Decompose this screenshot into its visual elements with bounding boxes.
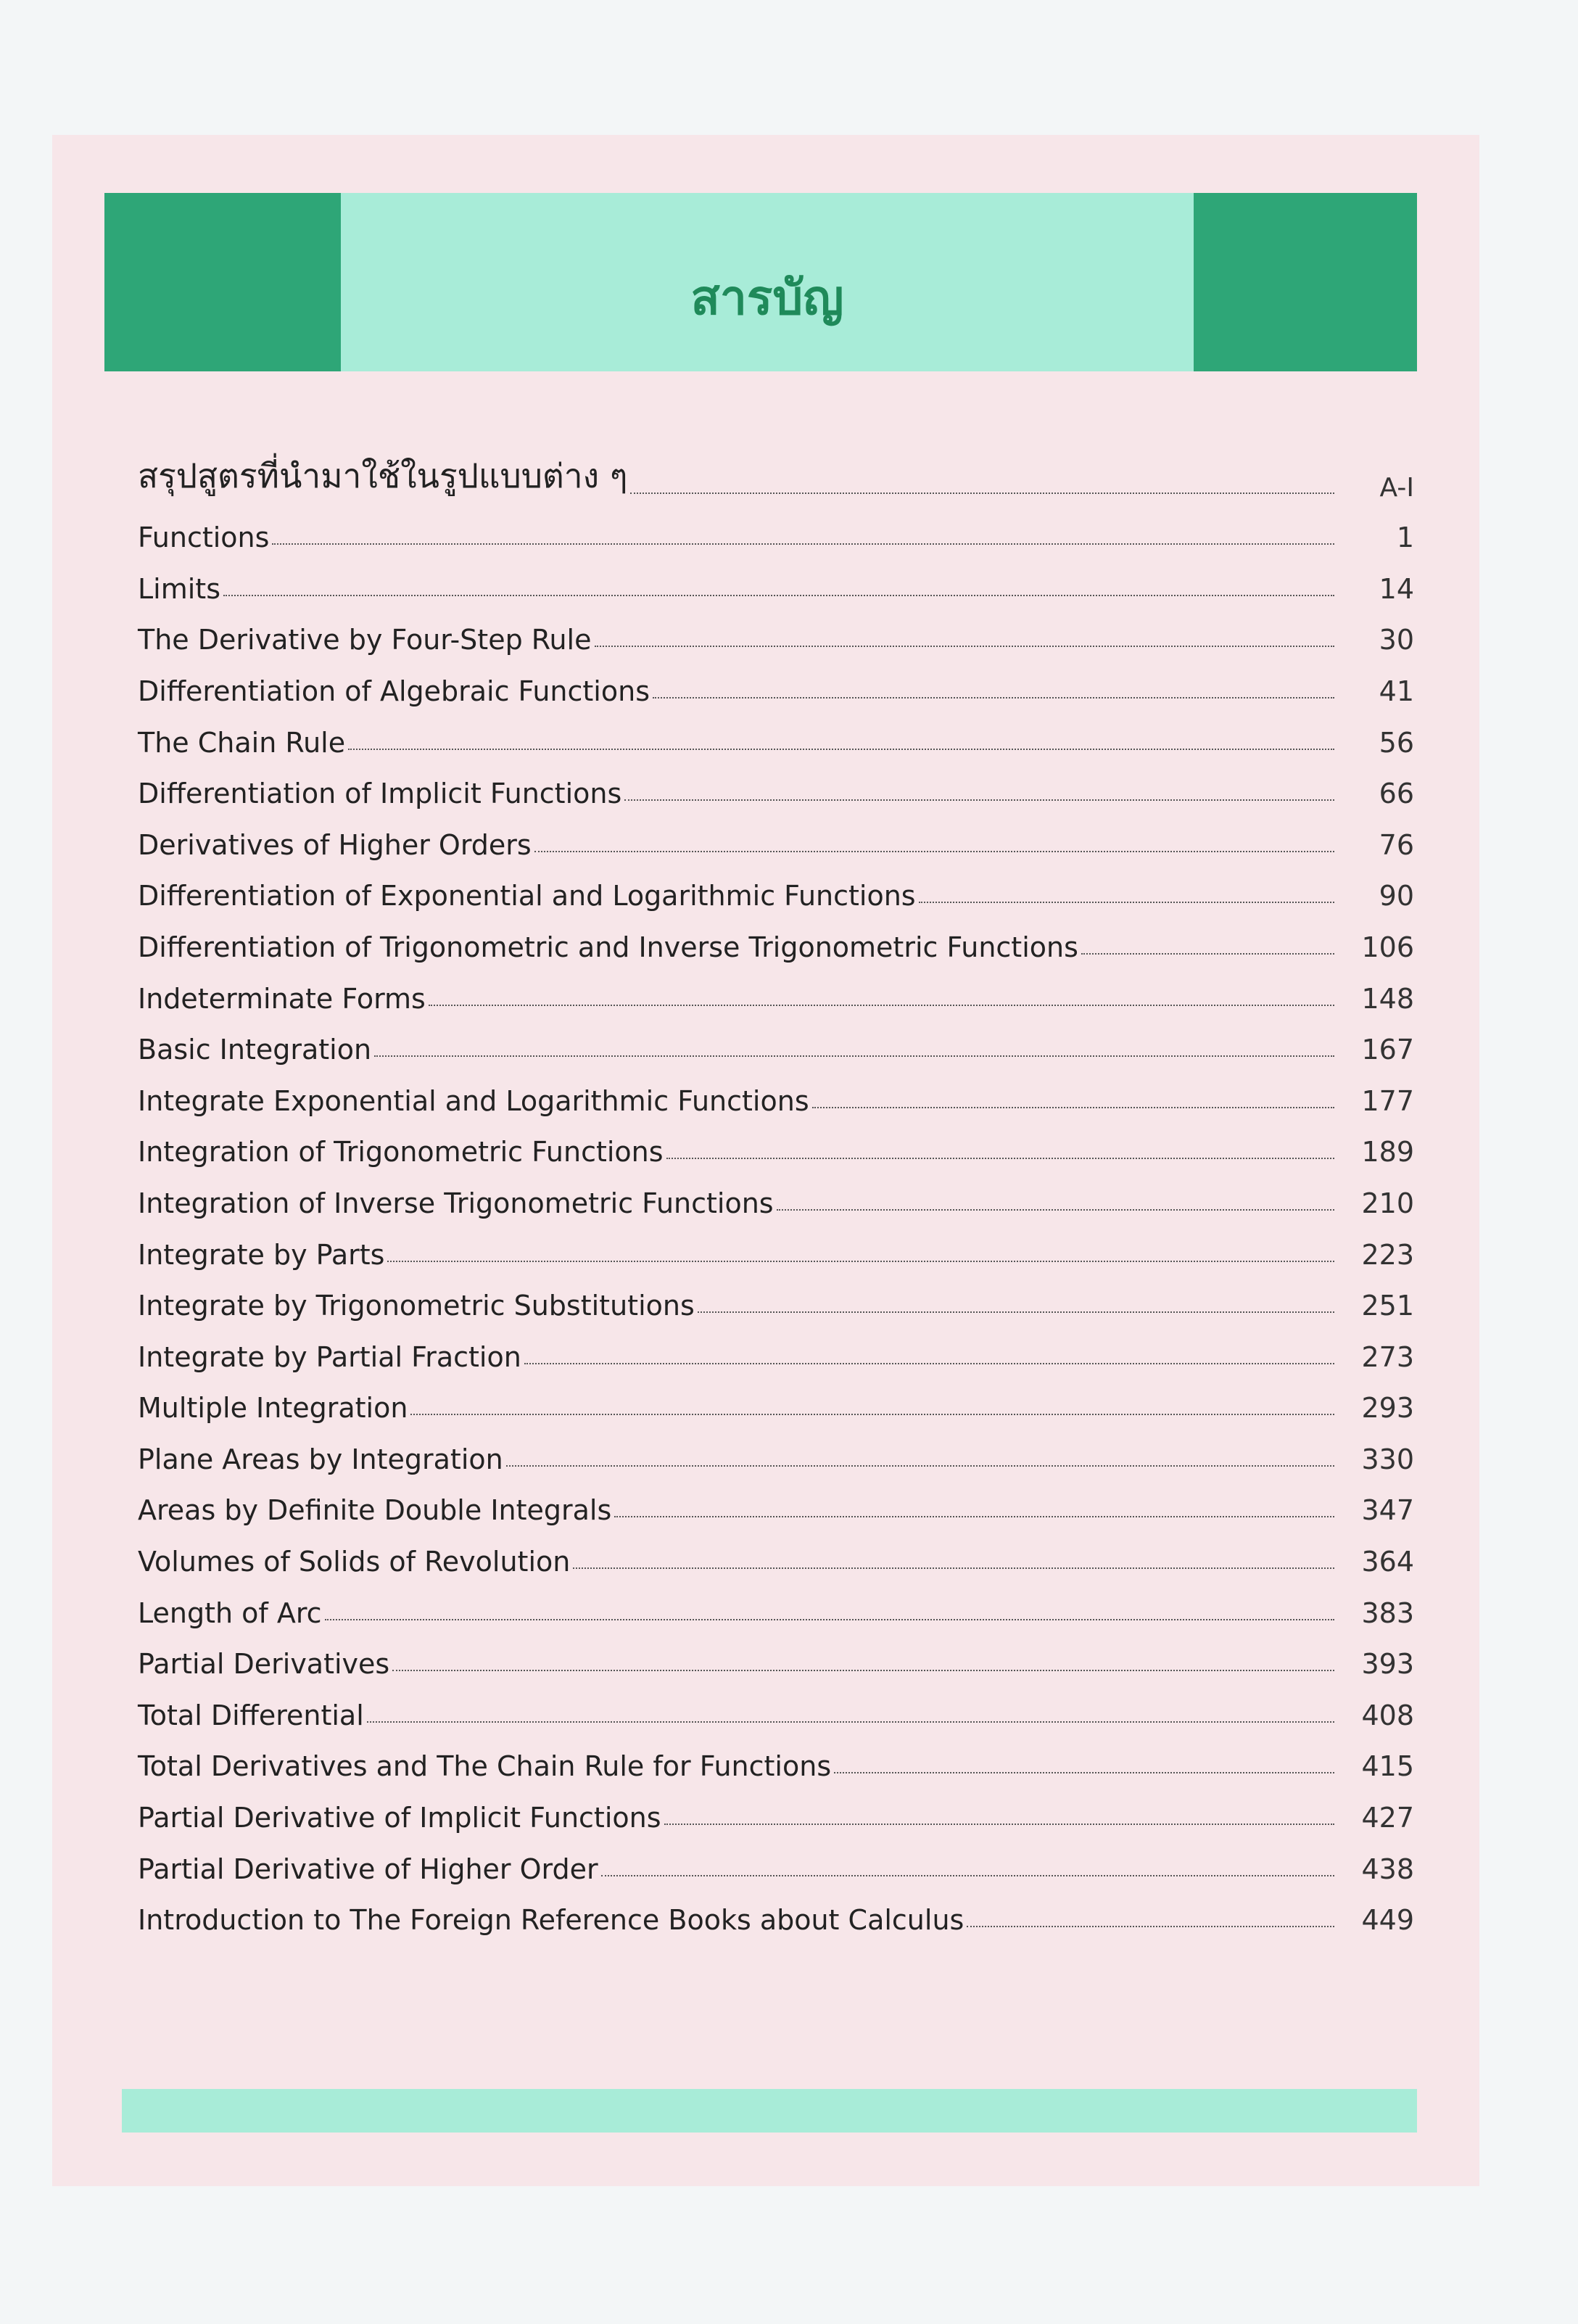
toc-entry-page: 449 — [1361, 1904, 1414, 1937]
dot-leader — [325, 1619, 1334, 1620]
toc-entry-page: 251 — [1361, 1290, 1414, 1322]
toc-entry — [138, 809, 1414, 861]
book-page — [52, 135, 1479, 2186]
toc-entry — [138, 1373, 1414, 1425]
toc-entry-title: Volumes of Solids of Revolution — [138, 1546, 571, 1578]
dot-leader — [666, 1158, 1334, 1159]
toc-entry-page: 76 — [1379, 828, 1414, 861]
page-title: สารบัญ — [690, 270, 844, 326]
dot-leader — [919, 902, 1334, 903]
toc-entry — [138, 759, 1414, 810]
toc-entry-page: 189 — [1361, 1136, 1414, 1169]
toc-entry-title: Total Derivatives and The Chain Rule for Functions — [138, 1750, 832, 1783]
dot-leader — [653, 697, 1334, 699]
dot-leader — [392, 1670, 1334, 1671]
toc-entry — [138, 1885, 1414, 1937]
toc-entry — [138, 503, 1414, 554]
toc-entry-page: 14 — [1379, 572, 1414, 605]
toc-entry-page: 427 — [1361, 1802, 1414, 1834]
footer-bar — [122, 2089, 1417, 2133]
dot-leader — [595, 646, 1335, 647]
toc-entry — [138, 605, 1414, 656]
dot-leader — [410, 1414, 1334, 1415]
toc-entry — [138, 1424, 1414, 1475]
toc-entry-page: 408 — [1361, 1699, 1414, 1731]
toc-entry-page: 273 — [1361, 1340, 1414, 1373]
toc-entry-page: 106 — [1361, 931, 1414, 963]
toc-entry-page: 293 — [1361, 1392, 1414, 1425]
toc-entry-page: A-I — [1379, 472, 1414, 503]
toc-entry-page: 210 — [1361, 1187, 1414, 1219]
dot-leader — [777, 1209, 1334, 1211]
toc-entry-title: Differentiation of Implicit Functions — [138, 778, 622, 810]
toc-entry — [138, 912, 1414, 963]
toc-entry — [138, 1117, 1414, 1169]
toc-entry-page: 56 — [1379, 726, 1414, 759]
toc-entry — [138, 1526, 1414, 1578]
dot-leader — [524, 1363, 1334, 1364]
toc-entry-title: Length of Arc — [138, 1596, 322, 1629]
toc-entry-page: 41 — [1379, 675, 1414, 707]
toc-entry-title: Partial Derivatives — [138, 1648, 390, 1681]
toc-entry — [138, 1782, 1414, 1834]
toc-entry-title: Partial Derivative of Higher Order — [138, 1853, 598, 1885]
toc-entry-title: Integrate by Partial Fraction — [138, 1340, 521, 1373]
toc-entry — [138, 451, 1414, 503]
dot-leader — [506, 1465, 1334, 1467]
dot-leader — [534, 851, 1334, 852]
dot-leader — [223, 595, 1334, 596]
toc-entry-title: Functions — [138, 522, 270, 554]
toc-entry — [138, 1219, 1414, 1271]
toc-entry-title: Derivatives of Higher Orders — [138, 828, 532, 861]
toc-entry — [138, 1015, 1414, 1066]
toc-entry-title: The Derivative by Four-Step Rule — [138, 624, 592, 656]
dot-leader — [630, 493, 1334, 494]
toc-entry — [138, 1066, 1414, 1117]
dot-leader — [348, 749, 1334, 750]
toc-entry-title: The Chain Rule — [138, 726, 346, 759]
toc-entry — [138, 1475, 1414, 1527]
toc-entry-page: 393 — [1361, 1648, 1414, 1681]
toc-entry-title: Plane Areas by Integration — [138, 1443, 503, 1475]
dot-leader — [624, 799, 1334, 801]
toc-entry — [138, 1731, 1414, 1783]
dot-leader — [387, 1261, 1334, 1262]
toc-entry — [138, 1168, 1414, 1219]
toc-entry-page: 223 — [1361, 1238, 1414, 1271]
toc-entry — [138, 1271, 1414, 1322]
toc-entry — [138, 1629, 1414, 1681]
dot-leader — [812, 1107, 1334, 1108]
dot-leader — [967, 1926, 1334, 1927]
dot-leader — [429, 1005, 1334, 1006]
dot-leader — [272, 543, 1334, 545]
dot-leader — [601, 1875, 1334, 1876]
toc-entry-title: Basic Integration — [138, 1034, 372, 1066]
toc-entry-page: 30 — [1379, 624, 1414, 656]
toc-entry — [138, 1578, 1414, 1629]
toc-entry-title: Total Differential — [138, 1699, 364, 1731]
toc-entry-page: 330 — [1361, 1443, 1414, 1475]
toc-entry-title: Multiple Integration — [138, 1392, 408, 1425]
toc-entry-title: Integrate by Parts — [138, 1238, 385, 1271]
toc-entry-title: Integration of Trigonometric Functions — [138, 1136, 664, 1169]
dot-leader — [834, 1772, 1334, 1773]
toc-entry — [138, 861, 1414, 912]
toc-entry-title: Integration of Inverse Trigonometric Functions — [138, 1187, 774, 1219]
toc-entry-title: Differentiation of Exponential and Logarithmic Functions — [138, 880, 916, 912]
toc-entry — [138, 963, 1414, 1015]
dot-leader — [374, 1055, 1334, 1057]
toc-entry — [138, 1834, 1414, 1885]
toc-entry-title: Areas by Definite Double Integrals — [138, 1494, 612, 1527]
toc-entry-page: 148 — [1361, 982, 1414, 1015]
header-left-block — [104, 193, 341, 371]
toc-entry-page: 347 — [1361, 1494, 1414, 1527]
toc-entry-title: Limits — [138, 572, 220, 605]
header-banner — [104, 193, 1417, 371]
toc-entry-title: Differentiation of Trigonometric and Inverse Trigonometric Functions — [138, 931, 1078, 963]
toc-entry-title: สรุปสูตรที่นำมาใช้ในรูปแบบต่าง ๆ — [138, 456, 628, 495]
toc-entry — [138, 656, 1414, 707]
toc-entry-title: Integrate Exponential and Logarithmic Functions — [138, 1084, 809, 1117]
dot-leader — [698, 1311, 1334, 1313]
toc-entry-page: 383 — [1361, 1596, 1414, 1629]
toc-entry-page: 1 — [1396, 522, 1414, 554]
toc-entry — [138, 1680, 1414, 1731]
toc-entry-page: 90 — [1379, 880, 1414, 912]
header-right-block — [1194, 193, 1417, 371]
toc-entry-title: Introduction to The Foreign Reference Books about Calculus — [138, 1904, 964, 1937]
toc-entry-page: 364 — [1361, 1546, 1414, 1578]
dot-leader — [367, 1721, 1334, 1723]
toc-entry-title: Integrate by Trigonometric Substitutions — [138, 1290, 695, 1322]
toc-entry — [138, 553, 1414, 605]
dot-leader — [614, 1516, 1334, 1517]
toc-entry-page: 167 — [1361, 1034, 1414, 1066]
table-of-contents — [138, 451, 1414, 1936]
toc-entry — [138, 707, 1414, 759]
dot-leader — [1081, 953, 1334, 955]
header-title-panel — [341, 193, 1194, 371]
toc-entry-title: Indeterminate Forms — [138, 982, 426, 1015]
toc-entry-title: Partial Derivative of Implicit Functions — [138, 1802, 661, 1834]
toc-entry-page: 415 — [1361, 1750, 1414, 1783]
toc-entry — [138, 1322, 1414, 1373]
dot-leader — [573, 1567, 1334, 1569]
toc-entry-page: 66 — [1379, 778, 1414, 810]
toc-entry-page: 438 — [1361, 1853, 1414, 1885]
toc-entry-page: 177 — [1361, 1084, 1414, 1117]
toc-entry-title: Differentiation of Algebraic Functions — [138, 675, 650, 707]
dot-leader — [664, 1824, 1334, 1825]
